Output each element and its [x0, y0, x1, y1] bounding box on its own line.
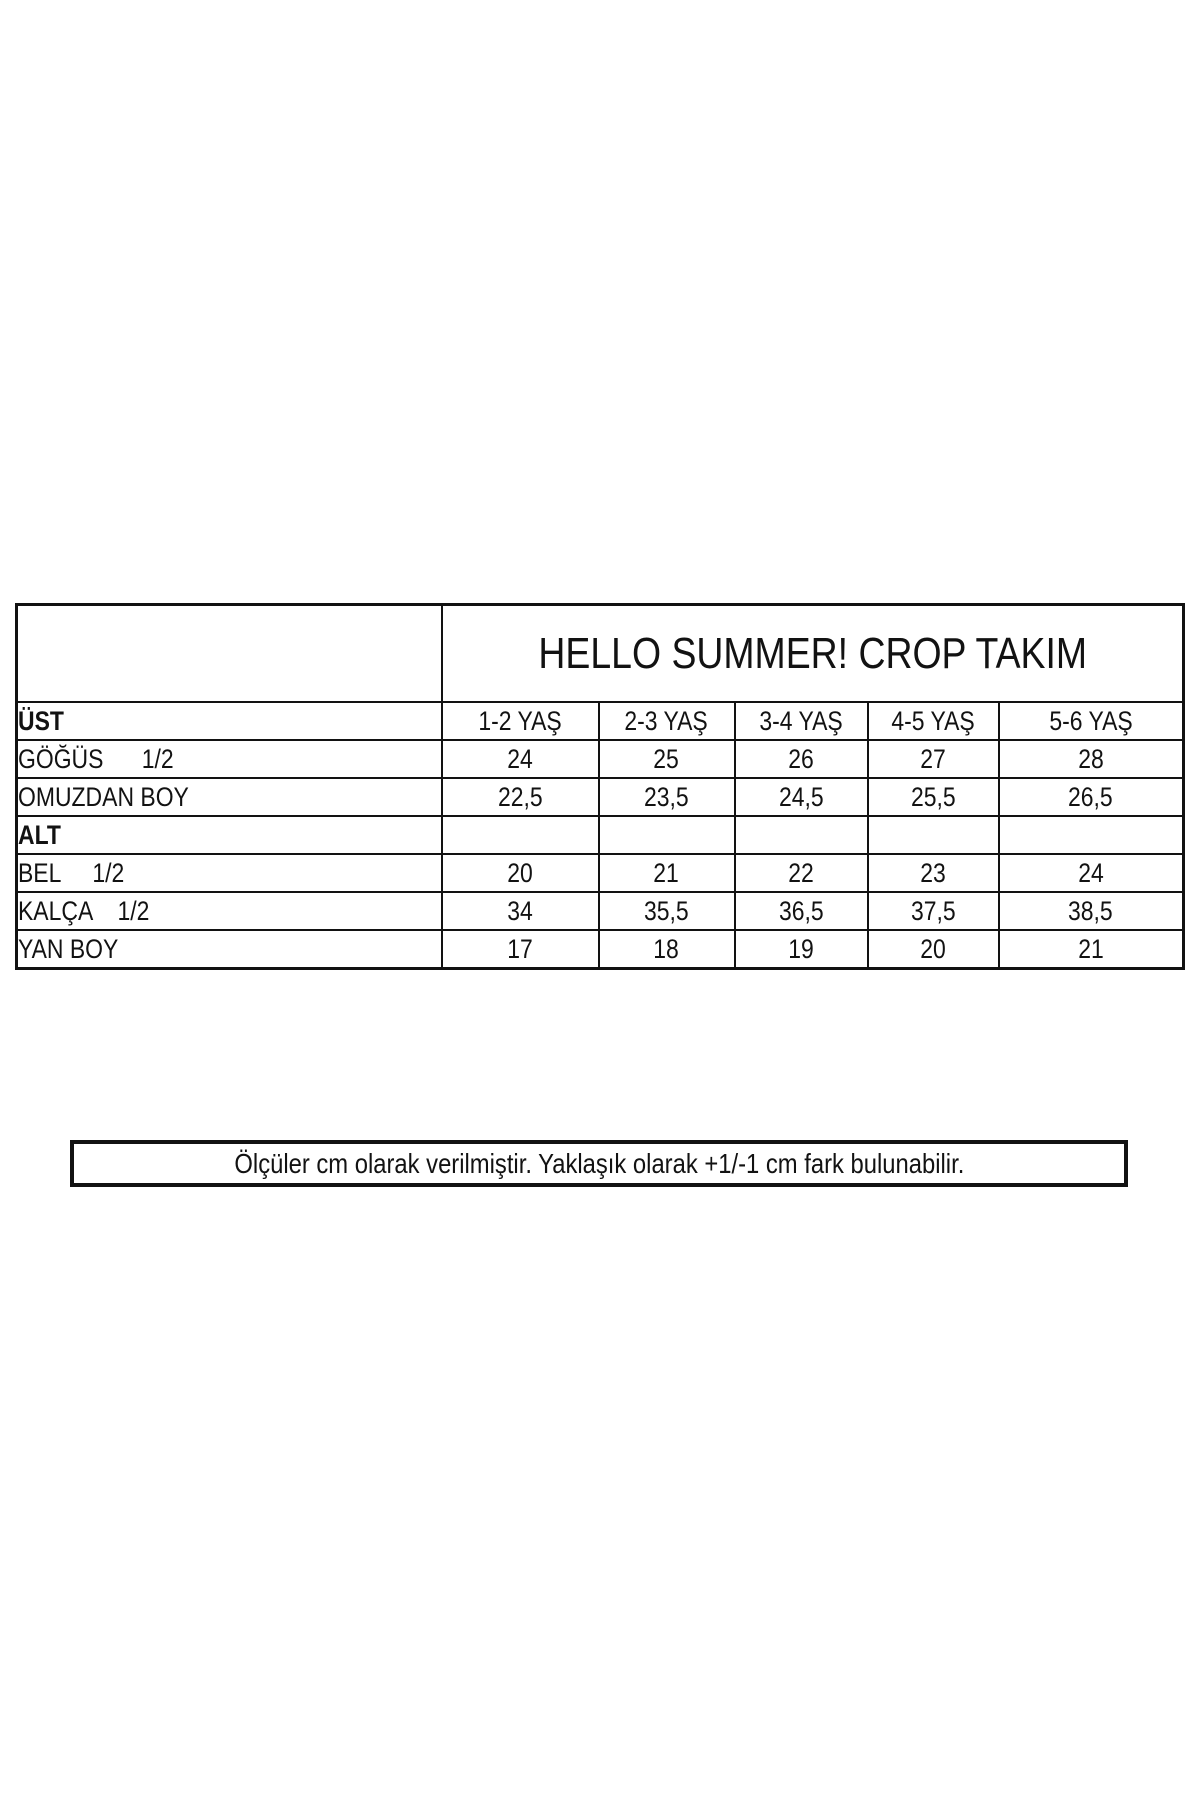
value-cell	[999, 892, 1184, 930]
product-title-cell	[442, 605, 1184, 703]
age-header-4-5: 4-5 YAŞ	[891, 705, 975, 736]
age-header-1-2-cell	[442, 702, 599, 740]
table-row-gogus	[17, 740, 1184, 778]
row-label-alt-cell	[17, 816, 442, 854]
age-header-2-3: 2-3 YAŞ	[624, 705, 709, 736]
row-label-omuzdan-boy: OMUZDAN BOY	[18, 781, 189, 812]
age-header-3-4: 3-4 YAŞ	[759, 705, 843, 736]
row-label-gogus-cell	[17, 740, 442, 778]
value-bel-1-2yas: 20	[507, 857, 533, 888]
age-header-5-6: 5-6 YAŞ	[1049, 705, 1133, 736]
value-gogus-3-4yas: 26	[788, 743, 814, 774]
value-cell	[999, 778, 1184, 816]
value-cell	[599, 892, 735, 930]
row-label-omuzdan-boy-cell	[17, 778, 442, 816]
value-cell	[868, 854, 999, 892]
value-kalca-2-3yas: 35,5	[644, 895, 689, 926]
table-title-row	[17, 605, 1184, 703]
table-row-kalca	[17, 892, 1184, 930]
value-cell	[735, 778, 868, 816]
empty-cell	[999, 816, 1184, 854]
title-row-empty-cell	[17, 605, 442, 703]
empty-cell	[599, 816, 735, 854]
value-omuzdan-3-4yas: 24,5	[778, 781, 824, 812]
value-cell	[999, 854, 1184, 892]
value-kalca-4-5yas: 37,5	[910, 895, 956, 926]
table-row-omuzdan-boy	[17, 778, 1184, 816]
value-bel-3-4yas: 22	[788, 857, 814, 888]
value-cell	[868, 740, 999, 778]
value-cell	[599, 930, 735, 969]
table-row-bel	[17, 854, 1184, 892]
value-yanboy-3-4yas: 19	[788, 933, 814, 964]
row-label-yan-boy: YAN BOY	[18, 933, 119, 964]
age-header-5-6-cell	[999, 702, 1184, 740]
value-cell	[442, 854, 599, 892]
table-row-ust-header	[17, 702, 1184, 740]
table-row-yan-boy	[17, 930, 1184, 969]
age-header-4-5-cell	[868, 702, 999, 740]
value-omuzdan-1-2yas: 22,5	[497, 781, 543, 812]
value-omuzdan-5-6yas: 26,5	[1068, 781, 1114, 812]
value-gogus-2-3yas: 25	[653, 743, 680, 774]
value-cell	[442, 778, 599, 816]
row-label-kalca-cell	[17, 892, 442, 930]
size-chart-table	[15, 603, 1185, 970]
section-label-ust: ÜST	[18, 705, 64, 736]
value-gogus-4-5yas: 27	[920, 743, 946, 774]
row-label-gogus: GÖĞÜS 1/2	[18, 743, 174, 774]
row-label-bel: BEL 1/2	[18, 857, 125, 888]
value-cell	[735, 854, 868, 892]
value-kalca-1-2yas: 34	[507, 895, 533, 926]
value-yanboy-5-6yas: 21	[1077, 933, 1104, 964]
value-gogus-1-2yas: 24	[507, 743, 533, 774]
measurement-note-text: Ölçüler cm olarak verilmiştir. Yaklaşık olarak +1/-1 cm fark bulunabilir.	[234, 1147, 964, 1179]
section-label-alt: ALT	[18, 819, 61, 850]
table-row-alt-header	[17, 816, 1184, 854]
row-label-yan-boy-cell	[17, 930, 442, 969]
value-bel-5-6yas: 24	[1077, 857, 1104, 888]
value-cell	[735, 930, 868, 969]
value-cell	[868, 778, 999, 816]
age-header-1-2: 1-2 YAŞ	[478, 705, 562, 736]
row-label-ust-cell	[17, 702, 442, 740]
product-title: HELLO SUMMER! CROP TAKIM	[537, 628, 1087, 678]
value-gogus-5-6yas: 28	[1077, 743, 1104, 774]
value-omuzdan-2-3yas: 23,5	[644, 781, 689, 812]
age-header-3-4-cell	[735, 702, 868, 740]
value-cell	[442, 740, 599, 778]
value-bel-4-5yas: 23	[920, 857, 946, 888]
value-cell	[868, 892, 999, 930]
empty-cell	[868, 816, 999, 854]
value-cell	[735, 740, 868, 778]
value-yanboy-4-5yas: 20	[920, 933, 946, 964]
empty-cell	[735, 816, 868, 854]
value-yanboy-1-2yas: 17	[507, 933, 533, 964]
row-label-bel-cell	[17, 854, 442, 892]
row-label-kalca: KALÇA 1/2	[18, 895, 150, 926]
value-kalca-5-6yas: 38,5	[1068, 895, 1114, 926]
value-cell	[999, 930, 1184, 969]
age-header-2-3-cell	[599, 702, 735, 740]
value-cell	[735, 892, 868, 930]
value-cell	[442, 930, 599, 969]
value-yanboy-2-3yas: 18	[653, 933, 680, 964]
value-cell	[599, 778, 735, 816]
value-cell	[868, 930, 999, 969]
value-cell	[599, 740, 735, 778]
value-cell	[999, 740, 1184, 778]
value-omuzdan-4-5yas: 25,5	[910, 781, 956, 812]
measurement-note-box	[70, 1140, 1128, 1187]
value-cell	[442, 892, 599, 930]
empty-cell	[442, 816, 599, 854]
value-cell	[599, 854, 735, 892]
value-kalca-3-4yas: 36,5	[778, 895, 824, 926]
value-bel-2-3yas: 21	[653, 857, 680, 888]
